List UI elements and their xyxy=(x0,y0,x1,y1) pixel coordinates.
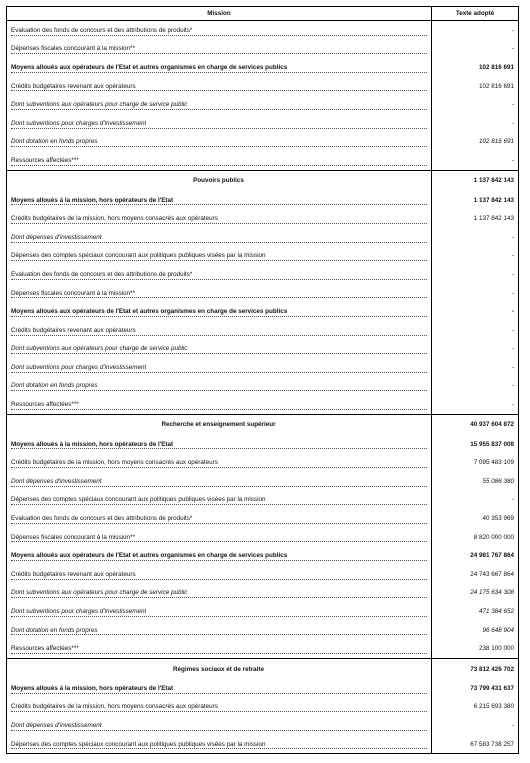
row-label-cell xyxy=(7,247,432,266)
table-row xyxy=(7,95,519,114)
row-label: Dont subventions aux opérateurs pour charge de service public xyxy=(11,101,188,109)
row-label-cell xyxy=(7,58,432,77)
table-row xyxy=(7,228,519,247)
row-label: Dépenses des comptes spéciaux concourant aux politiques publiques visées par la mission xyxy=(11,252,266,260)
row-label: Ressources affectées*** xyxy=(11,156,79,164)
row-label-cell xyxy=(7,321,432,340)
row-label: Crédits budgétaires revenant aux opérateurs xyxy=(11,82,136,90)
row-label-cell xyxy=(7,565,432,584)
row-label-cell xyxy=(7,639,432,658)
row-value: - xyxy=(432,247,519,266)
row-value: - xyxy=(432,716,519,735)
row-label-cell xyxy=(7,472,432,491)
row-label-cell xyxy=(7,716,432,735)
section-total-value: 1 137 842 143 xyxy=(432,170,519,191)
table-row xyxy=(7,209,519,228)
table-row xyxy=(7,679,519,698)
row-label-cell xyxy=(7,395,432,414)
row-label: Moyens alloués à la mission, hors opérateurs de l'Etat xyxy=(11,684,174,692)
row-value: 24 175 634 308 xyxy=(432,584,519,603)
row-label-cell xyxy=(7,151,432,170)
table-row xyxy=(7,621,519,640)
row-label-cell xyxy=(7,209,432,228)
row-value: - xyxy=(432,395,519,414)
row-label: Moyens alloués à la mission, hors opérateurs de l'Etat xyxy=(11,440,174,448)
table-row xyxy=(7,453,519,472)
row-label-cell xyxy=(7,509,432,528)
row-label: Dépenses des comptes spéciaux concourant aux politiques publiques visées par la mission xyxy=(11,496,266,504)
row-label: Dépenses fiscales concourant à la mission** xyxy=(11,533,135,541)
row-label: Moyens alloués à la mission, hors opérateurs de l'Etat xyxy=(11,196,174,204)
row-label: Crédits budgétaires de la mission, hors moyens consacrés aux opérateurs xyxy=(11,459,218,467)
row-label-cell xyxy=(7,191,432,210)
row-label: Dont dépenses d'investissement xyxy=(11,233,102,241)
row-label-cell xyxy=(7,377,432,396)
table-row xyxy=(7,565,519,584)
row-label: Dont subventions aux opérateurs pour charge de service public xyxy=(11,345,188,353)
row-value: 40 353 969 xyxy=(432,509,519,528)
table-row xyxy=(7,546,519,565)
row-label-cell xyxy=(7,228,432,247)
row-value: - xyxy=(432,228,519,247)
row-value: 6 215 693 380 xyxy=(432,698,519,717)
table-row xyxy=(7,265,519,284)
table-row xyxy=(7,191,519,210)
table-row xyxy=(7,602,519,621)
table-row xyxy=(7,340,519,359)
table-row xyxy=(7,77,519,96)
row-label: Moyens alloués aux opérateurs de l'Etat et autres organismes en charge de services publics xyxy=(11,552,288,560)
row-label-cell xyxy=(7,584,432,603)
row-label: Moyens alloués aux opérateurs de l'Etat et autres organismes en charge de services publics xyxy=(11,308,288,316)
row-label-cell xyxy=(7,21,432,40)
row-label-cell xyxy=(7,284,432,303)
row-value: - xyxy=(432,265,519,284)
section-title: Régimes sociaux et de retraite xyxy=(173,665,264,673)
row-label-cell xyxy=(7,340,432,359)
row-label-cell xyxy=(7,133,432,152)
row-value: - xyxy=(432,151,519,170)
row-value: 15 955 837 008 xyxy=(432,435,519,454)
table-row xyxy=(7,21,519,40)
row-label: Dépenses fiscales concourant à la mission** xyxy=(11,45,135,53)
row-label: Dont dotation en fonds propres xyxy=(11,626,98,634)
row-label: Dont dépenses d'investissement xyxy=(11,721,102,729)
table-row xyxy=(7,284,519,303)
section-total-value: 73 812 426 702 xyxy=(432,659,519,680)
budget-document xyxy=(6,6,518,754)
row-label-cell xyxy=(7,265,432,284)
row-label: Evaluation des fonds de concours et des attributions de produits* xyxy=(11,26,193,34)
row-label-cell xyxy=(7,114,432,133)
table-row xyxy=(7,40,519,59)
row-value: 24 743 667 864 xyxy=(432,565,519,584)
row-value: 24 981 767 864 xyxy=(432,546,519,565)
row-label: Crédits budgétaires revenant aux opérateurs xyxy=(11,326,136,334)
column-header-mission: Mission xyxy=(7,7,432,21)
row-value: 7 095 483 109 xyxy=(432,453,519,472)
mission-table xyxy=(6,6,519,754)
table-row xyxy=(7,321,519,340)
row-label: Dont subventions pour charges d'investissement xyxy=(11,608,147,616)
section-title: Recherche et enseignement supérieur xyxy=(161,421,276,429)
row-value: 67 583 738 257 xyxy=(432,735,519,754)
section-title-cell xyxy=(7,659,432,680)
row-value: - xyxy=(432,95,519,114)
row-value: 55 086 380 xyxy=(432,472,519,491)
row-value: 102 816 691 xyxy=(432,133,519,152)
row-label: Evaluation des fonds de concours et des attributions de produits* xyxy=(11,515,193,523)
row-label: Dépenses fiscales concourant à la mission** xyxy=(11,289,135,297)
row-value: 102 816 691 xyxy=(432,58,519,77)
row-value: 8 820 000 000 xyxy=(432,528,519,547)
row-label-cell xyxy=(7,698,432,717)
row-label: Ressources affectées*** xyxy=(11,645,79,653)
row-label-cell xyxy=(7,621,432,640)
row-label: Crédits budgétaires de la mission, hors moyens consacrés aux opérateurs xyxy=(11,703,218,711)
table-row xyxy=(7,698,519,717)
table-row xyxy=(7,491,519,510)
row-value: 471 384 652 xyxy=(432,602,519,621)
row-label: Evaluation des fonds de concours et des attributions de produits* xyxy=(11,270,193,278)
row-value: - xyxy=(432,377,519,396)
table-header-row xyxy=(7,7,519,21)
row-label: Crédits budgétaires de la mission, hors moyens consacrés aux opérateurs xyxy=(11,215,218,223)
table-row xyxy=(7,114,519,133)
row-label-cell xyxy=(7,528,432,547)
row-label: Dont subventions pour charges d'investissement xyxy=(11,363,147,371)
row-label-cell xyxy=(7,302,432,321)
row-label-cell xyxy=(7,40,432,59)
row-label-cell xyxy=(7,453,432,472)
section-header-row xyxy=(7,659,519,680)
row-label: Moyens alloués aux opérateurs de l'Etat et autres organismes en charge de services publics xyxy=(11,63,288,71)
table-row xyxy=(7,247,519,266)
row-label-cell xyxy=(7,491,432,510)
row-value: - xyxy=(432,284,519,303)
table-row xyxy=(7,509,519,528)
table-row xyxy=(7,584,519,603)
row-label-cell xyxy=(7,435,432,454)
row-label-cell xyxy=(7,679,432,698)
section-title: Pouvoirs publics xyxy=(193,177,244,185)
row-value: - xyxy=(432,491,519,510)
row-label-cell xyxy=(7,735,432,754)
row-label: Dont dépenses d'investissement xyxy=(11,477,102,485)
row-value: 1 137 842 143 xyxy=(432,191,519,210)
table-row xyxy=(7,639,519,658)
row-label-cell xyxy=(7,546,432,565)
row-label: Dépenses des comptes spéciaux concourant aux politiques publiques visées par la mission xyxy=(11,740,266,748)
row-label: Crédits budgétaires revenant aux opérateurs xyxy=(11,570,136,578)
row-value: 1 137 842 143 xyxy=(432,209,519,228)
section-title-cell xyxy=(7,414,432,435)
table-row xyxy=(7,133,519,152)
row-value: - xyxy=(432,321,519,340)
row-value: - xyxy=(432,21,519,40)
table-row xyxy=(7,716,519,735)
table-row xyxy=(7,395,519,414)
row-label-cell xyxy=(7,77,432,96)
row-label-cell xyxy=(7,358,432,377)
table-row xyxy=(7,151,519,170)
table-row xyxy=(7,735,519,754)
row-label: Dont subventions aux opérateurs pour charge de service public xyxy=(11,589,188,597)
row-label: Ressources affectées*** xyxy=(11,401,79,409)
row-label: Dont dotation en fonds propres xyxy=(11,382,98,390)
row-value: - xyxy=(432,358,519,377)
table-row xyxy=(7,58,519,77)
section-total-value: 40 937 604 872 xyxy=(432,414,519,435)
table-row xyxy=(7,302,519,321)
table-row xyxy=(7,472,519,491)
row-value: 73 799 431 637 xyxy=(432,679,519,698)
section-title-cell xyxy=(7,170,432,191)
row-value: - xyxy=(432,302,519,321)
row-value: - xyxy=(432,340,519,359)
table-body xyxy=(7,21,519,754)
table-row xyxy=(7,528,519,547)
table-row xyxy=(7,435,519,454)
row-label: Dont dotation en fonds propres xyxy=(11,138,98,146)
row-label: Dont subventions pour charges d'investissement xyxy=(11,119,147,127)
row-value: - xyxy=(432,40,519,59)
section-header-row xyxy=(7,170,519,191)
row-value: 96 648 904 xyxy=(432,621,519,640)
row-value: 238 100 000 xyxy=(432,639,519,658)
column-header-texte-adopte: Texte adopté xyxy=(432,7,519,21)
row-value: - xyxy=(432,114,519,133)
section-header-row xyxy=(7,414,519,435)
row-label-cell xyxy=(7,602,432,621)
table-row xyxy=(7,377,519,396)
table-row xyxy=(7,358,519,377)
row-label-cell xyxy=(7,95,432,114)
row-value: 102 816 691 xyxy=(432,77,519,96)
